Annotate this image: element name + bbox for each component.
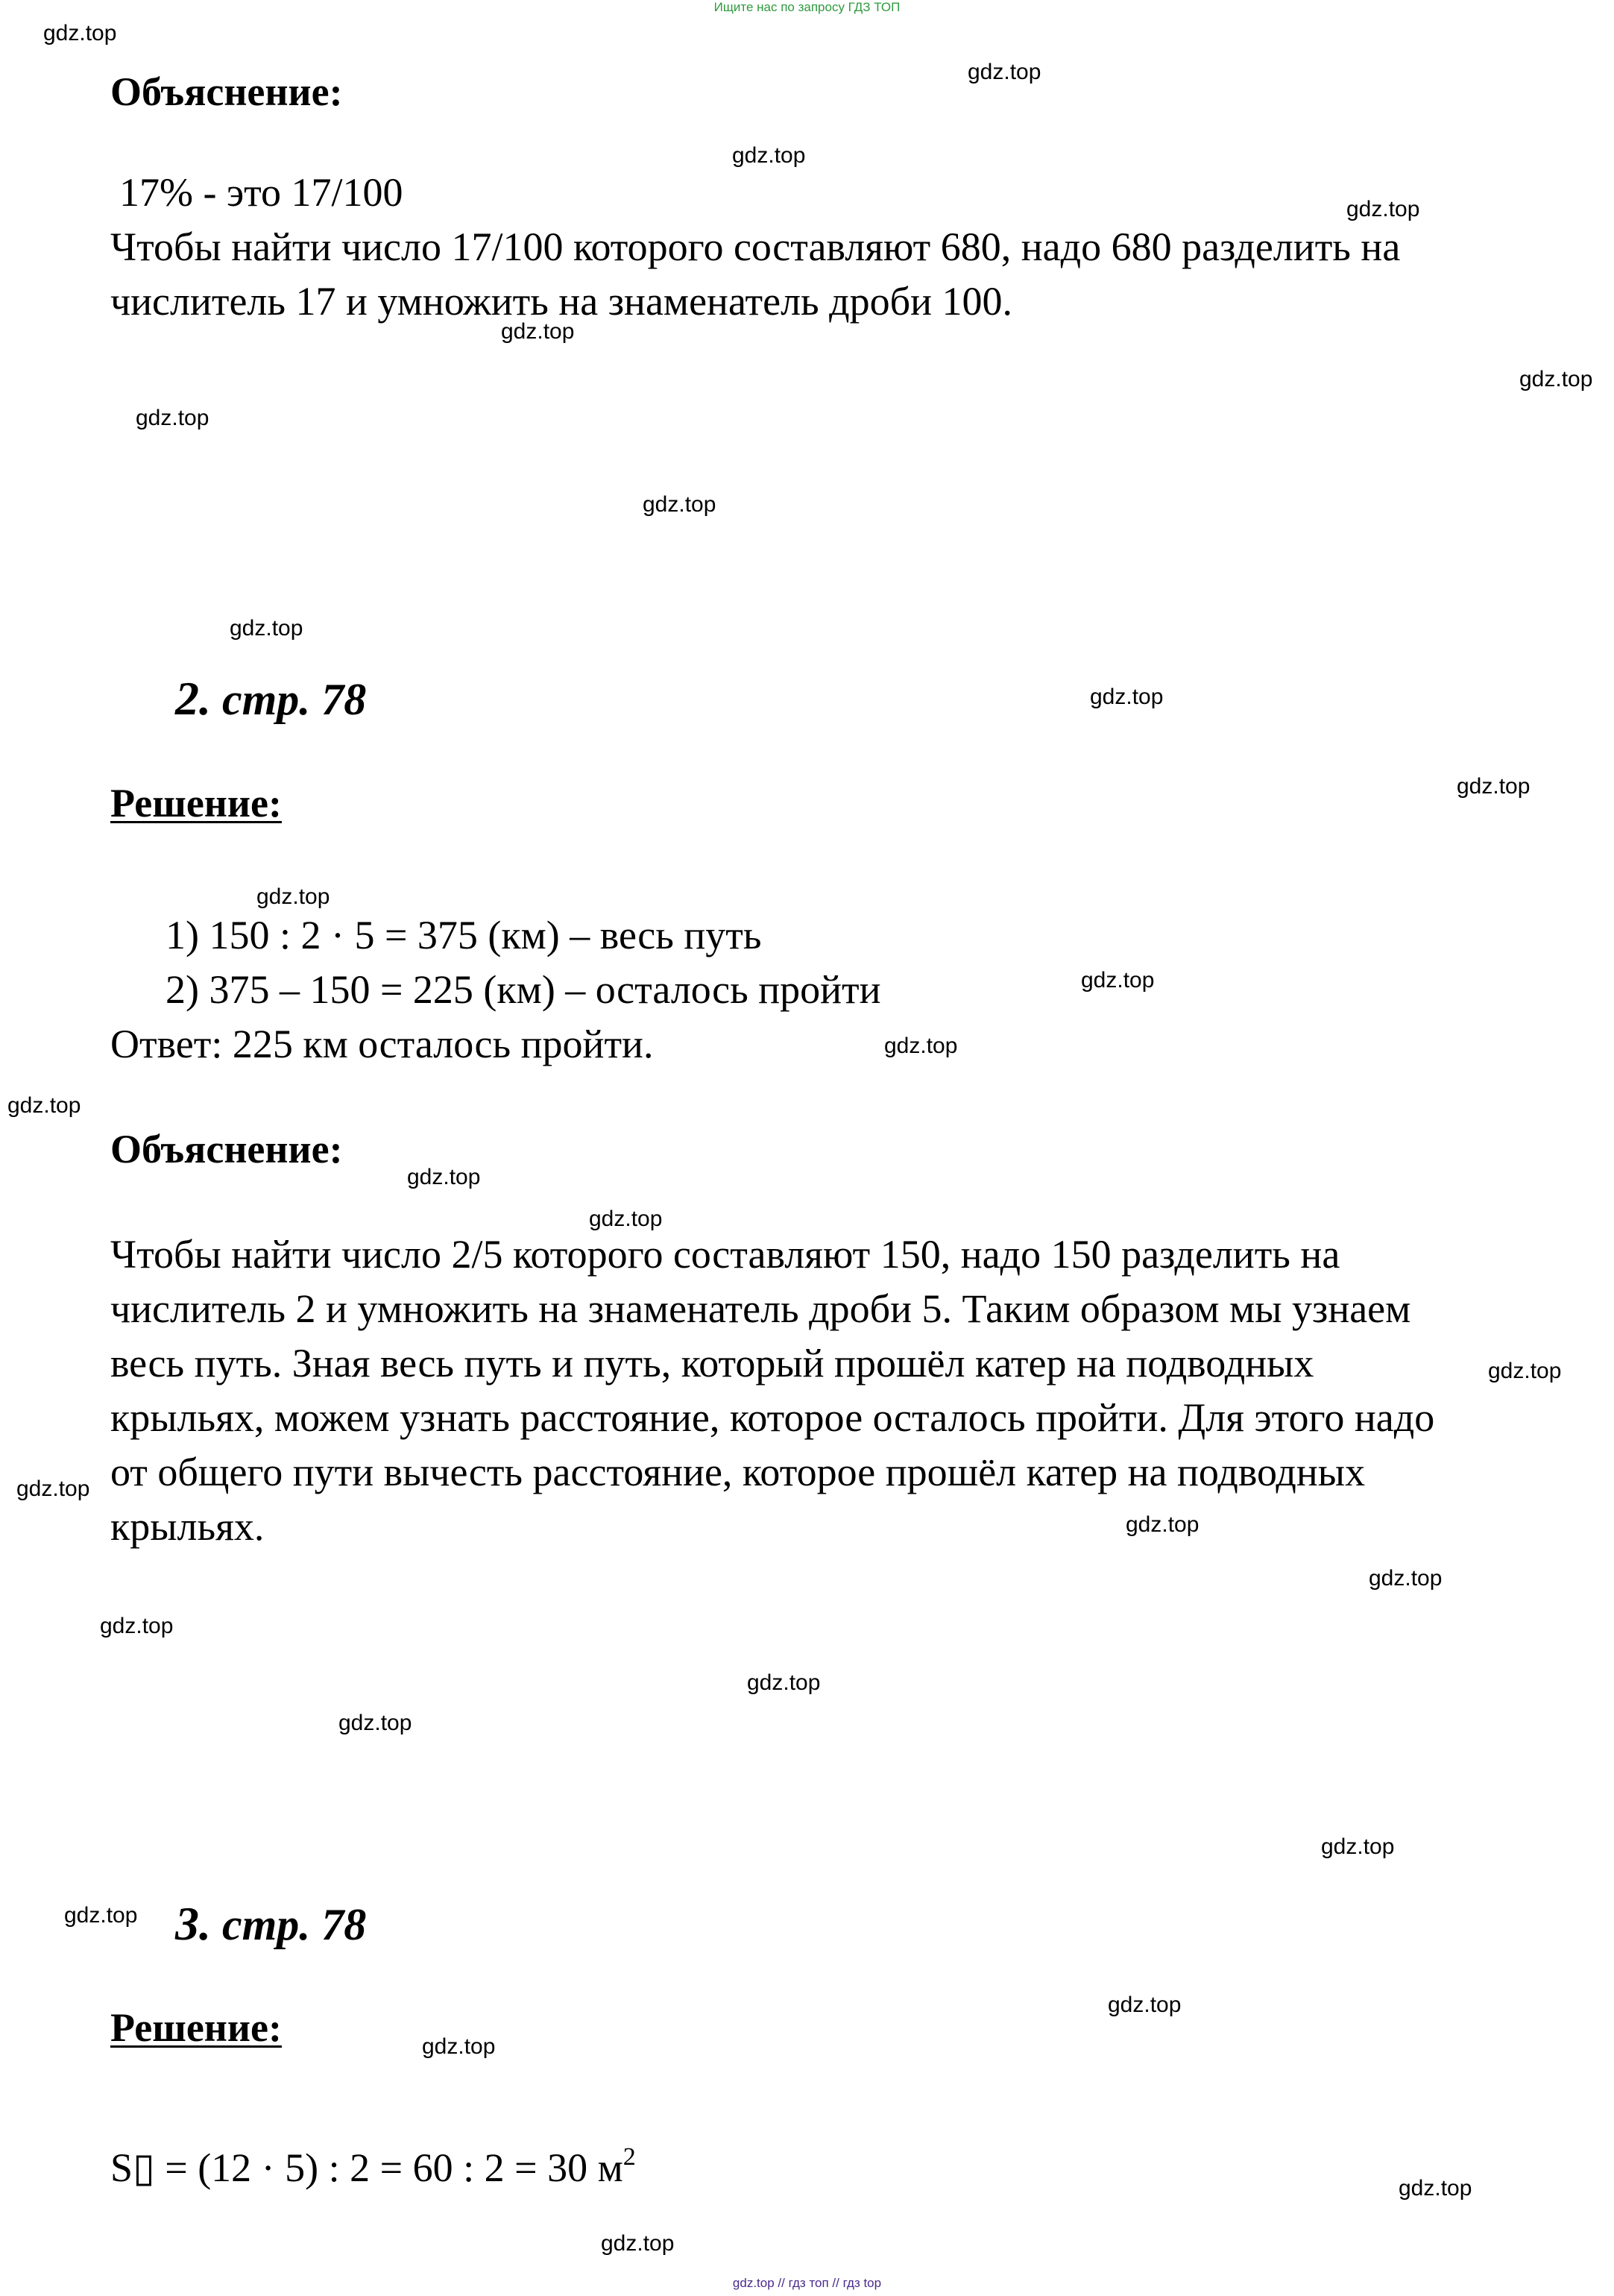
answer-2: Ответ: 225 км осталось пройти. <box>110 1022 654 1066</box>
explanation-1-line-3: числитель 17 и умножить на знаменатель дроби 100. <box>110 279 1013 324</box>
footer-bar: gdz.top // гдз топ // гдз top <box>732 2276 882 2290</box>
watermark: gdz.top <box>1369 1566 1443 1591</box>
watermark: gdz.top <box>884 1034 958 1058</box>
watermark: gdz.top <box>747 1670 821 1695</box>
watermark: gdz.top <box>422 2034 496 2059</box>
watermark: gdz.top <box>1519 367 1593 391</box>
watermark: gdz.top <box>643 492 716 517</box>
watermark: gdz.top <box>1321 1834 1395 1859</box>
watermark: gdz.top <box>16 1476 90 1501</box>
watermark: gdz.top <box>1126 1512 1200 1537</box>
explanation-text-2 <box>110 1227 1434 1554</box>
area-formula-text: S▯ = (12 · 5) : 2 = 60 : 2 = 30 м <box>110 2145 623 2190</box>
explanation-1-line-2: Чтобы найти число 17/100 которого составляют 680, надо 680 разделить на <box>110 224 1401 269</box>
watermark: gdz.top <box>100 1614 174 1638</box>
watermark: gdz.top <box>601 2231 675 2256</box>
watermark: gdz.top <box>968 60 1041 84</box>
watermark: gdz.top <box>256 884 330 909</box>
explanation-2-line-2: числитель 2 и умножить на знаменатель дроби 5. Таким образом мы узнаем <box>110 1286 1411 1331</box>
watermark: gdz.top <box>1457 774 1531 799</box>
explanation-2-line-1: Чтобы найти число 2/5 которого составляют 150, надо 150 разделить на <box>110 1232 1340 1277</box>
explanation-heading-2: Объяснение: <box>110 1127 343 1171</box>
explanation-2-line-6: крыльях. <box>110 1504 265 1549</box>
watermark: gdz.top <box>7 1093 81 1118</box>
task-3-title <box>175 1896 366 1951</box>
task-2-page: стр. 78 <box>222 675 367 724</box>
watermark: gdz.top <box>64 1903 138 1928</box>
watermark: gdz.top <box>338 1711 412 1735</box>
watermark: gdz.top <box>501 319 575 344</box>
watermark: gdz.top <box>1399 2176 1472 2201</box>
task-3-page: стр. 78 <box>222 1900 367 1949</box>
watermark: gdz.top <box>589 1207 663 1231</box>
watermark: gdz.top <box>43 21 117 45</box>
watermark: gdz.top <box>1090 685 1164 709</box>
explanation-1-line-1: 17% - это 17/100 <box>119 170 403 215</box>
explanation-text-1 <box>110 166 1400 329</box>
watermark: gdz.top <box>1346 197 1420 221</box>
top-banner: Ищите нас по запросу ГДЗ ТОП <box>713 0 901 14</box>
task-2-title <box>175 671 366 726</box>
solution-step-2: 2) 375 – 150 = 225 (км) – осталось пройти <box>166 967 881 1012</box>
solution-step-1: 1) 150 : 2 · 5 = 375 (км) – весь путь <box>166 913 762 957</box>
task-2-number: 2. <box>175 672 211 725</box>
area-formula-superscript: 2 <box>622 2143 636 2171</box>
explanation-2-line-3: весь путь. Зная весь путь и путь, который прошёл катер на подводных <box>110 1341 1314 1386</box>
explanation-2-line-4: крыльях, можем узнать расстояние, которое осталось пройти. Для этого надо <box>110 1395 1435 1440</box>
watermark: gdz.top <box>732 143 806 168</box>
watermark: gdz.top <box>136 406 209 430</box>
watermark: gdz.top <box>1488 1359 1562 1383</box>
explanation-2-line-5: от общего пути вычесть расстояние, которое прошёл катер на подводных <box>110 1450 1366 1494</box>
watermark: gdz.top <box>230 616 303 641</box>
solution-heading-3: Решение: <box>110 2005 282 2050</box>
watermark: gdz.top <box>407 1165 481 1189</box>
task-3-number: 3. <box>175 1897 211 1950</box>
explanation-heading-1: Объяснение: <box>110 69 343 114</box>
watermark: gdz.top <box>1108 1993 1182 2017</box>
watermark: gdz.top <box>1081 968 1155 993</box>
area-formula <box>110 2130 636 2195</box>
solution-heading-2: Решение: <box>110 781 282 825</box>
